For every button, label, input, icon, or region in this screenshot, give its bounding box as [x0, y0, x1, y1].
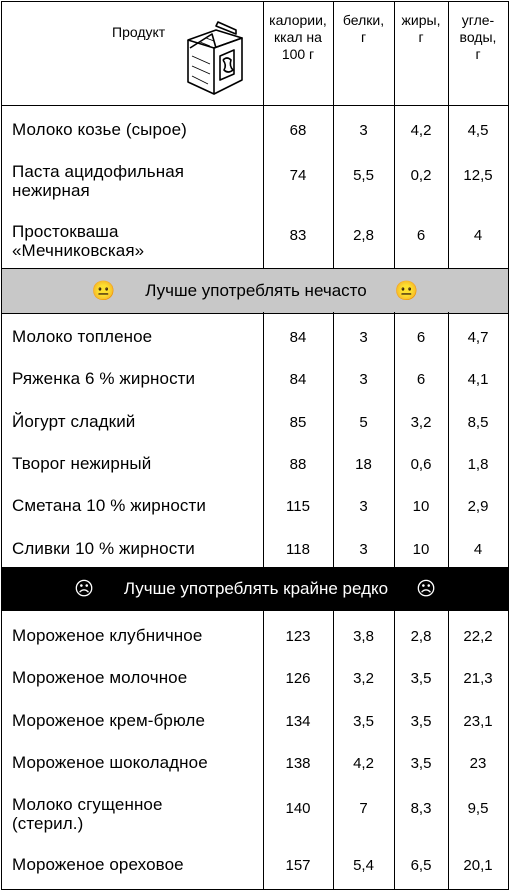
- fat-value: 6: [416, 329, 426, 346]
- header-product-label: Продукт: [112, 24, 166, 40]
- product-name-line: Молоко сгущенное: [12, 795, 163, 814]
- protein-value: 3: [359, 541, 368, 558]
- column-divider: [448, 2, 449, 268]
- carbs-value: 4,5: [467, 122, 489, 139]
- column-divider: [394, 611, 395, 889]
- column-divider: [333, 611, 334, 889]
- kcal-value: 138: [285, 755, 311, 772]
- fat-value: 10: [412, 498, 430, 515]
- kcal-value: 68: [289, 122, 307, 139]
- header-protein-line1: белки,: [342, 12, 385, 28]
- fat-value: 3,5: [410, 670, 432, 687]
- product-name-line: Сметана 10 % жирности: [12, 496, 206, 515]
- header-protein-line2: г: [360, 29, 367, 45]
- fat-value: 4,2: [410, 122, 432, 139]
- kcal-value: 118: [286, 541, 310, 558]
- column-divider: [333, 2, 334, 268]
- fat-value: 3,5: [410, 755, 432, 772]
- carbs-value: 12,5: [463, 167, 493, 184]
- carbs-value: 23: [469, 755, 487, 772]
- product-name-line: Паста ацидофильная: [12, 162, 185, 181]
- header-carbs: [448, 12, 508, 63]
- carbs-value: 2,9: [467, 498, 489, 515]
- header-calories-line2: ккал на: [274, 29, 322, 45]
- header-carbs-line3: г: [475, 46, 481, 62]
- product-name: [12, 327, 257, 346]
- kcal-value: 88: [289, 456, 307, 473]
- column-divider: [263, 2, 264, 268]
- protein-value: 4,2: [353, 755, 374, 772]
- protein-value: 5: [359, 414, 368, 431]
- header-fat-line1: жиры,: [401, 12, 441, 28]
- protein-value: 3: [359, 371, 368, 388]
- kcal-value: 123: [285, 628, 311, 645]
- carbs-value: 4,1: [467, 371, 489, 388]
- header-protein: [333, 12, 394, 46]
- product-name: [12, 120, 257, 139]
- product-name: [12, 795, 257, 833]
- kcal-value: 115: [286, 498, 310, 515]
- product-name-line: Йогурт сладкий: [12, 412, 136, 431]
- sad-face-icon: ☹: [416, 578, 436, 600]
- carbs-value: 22,2: [463, 628, 493, 645]
- carbs-value: 4: [473, 541, 483, 558]
- carbs-value: 1,8: [467, 456, 489, 473]
- product-name-line: (стерил.): [12, 814, 84, 833]
- carbs-value: 8,5: [467, 414, 489, 431]
- fat-value: 3,5: [410, 713, 432, 730]
- protein-value: 7: [359, 800, 368, 817]
- product-name-line: Простокваша: [12, 222, 119, 241]
- sad-face-icon: ☹: [74, 578, 94, 600]
- product-name: [12, 369, 257, 388]
- column-divider: [394, 312, 395, 567]
- column-divider: [333, 312, 334, 567]
- carbs-value: 9,5: [467, 800, 489, 817]
- header-fat: [394, 12, 448, 46]
- product-name-line: Мороженое шоколадное: [12, 753, 208, 772]
- carbs-value: 4,7: [467, 329, 489, 346]
- kcal-value: 74: [289, 167, 307, 184]
- column-divider: [263, 611, 264, 889]
- header-calories-line1: калории,: [269, 12, 327, 28]
- product-name: [12, 711, 257, 730]
- kcal-value: 140: [285, 800, 311, 817]
- kcal-value: 84: [289, 329, 307, 346]
- band-not-often: [2, 268, 508, 314]
- product-name-line: «Мечниковская»: [12, 241, 145, 260]
- header-divider: [2, 105, 508, 106]
- product-name-line: Мороженое молочное: [12, 668, 188, 687]
- product-name: [12, 753, 257, 772]
- product-name: [12, 496, 257, 515]
- band-very-rarely: [2, 567, 508, 611]
- product-name-line: нежирная: [12, 181, 90, 200]
- column-divider: [263, 312, 264, 567]
- header-calories-line3: 100 г: [281, 46, 315, 62]
- product-name-line: Сливки 10 % жирности: [12, 539, 195, 558]
- kcal-value: 85: [289, 414, 307, 431]
- fat-value: 6,5: [410, 857, 432, 874]
- kcal-value: 84: [289, 371, 307, 388]
- kcal-value: 126: [285, 670, 311, 687]
- product-name: [12, 162, 257, 200]
- protein-value: 3: [359, 122, 368, 139]
- neutral-face-icon: 😐: [91, 281, 116, 302]
- product-name-line: Мороженое ореховое: [12, 855, 184, 874]
- protein-value: 3,5: [353, 713, 374, 730]
- product-name-line: Мороженое крем-брюле: [12, 711, 206, 730]
- fat-value: 3,2: [410, 414, 432, 431]
- protein-value: 18: [355, 456, 372, 473]
- product-name-line: Мороженое клубничное: [12, 626, 203, 645]
- protein-value: 5,4: [353, 857, 374, 874]
- column-divider: [448, 312, 449, 567]
- product-name: [12, 412, 257, 431]
- carbs-value: 4: [473, 227, 483, 244]
- header-carbs-line2: воды,: [459, 29, 497, 45]
- fat-value: 6: [416, 227, 426, 244]
- product-name-line: Молоко козье (сырое): [12, 120, 187, 139]
- protein-value: 2,8: [353, 227, 374, 244]
- kcal-value: 83: [289, 227, 307, 244]
- product-name: [12, 539, 257, 558]
- product-name: [12, 855, 257, 874]
- product-name-line: Ряженка 6 % жирности: [12, 369, 196, 388]
- fat-value: 8,3: [410, 800, 432, 817]
- fat-value: 0,2: [410, 167, 432, 184]
- protein-value: 3: [359, 498, 368, 515]
- band-not-often-label: Лучше употреблять нечасто: [145, 281, 367, 300]
- fat-value: 6: [416, 371, 426, 388]
- nutrition-table: [1, 1, 509, 890]
- product-name: [12, 626, 257, 645]
- product-name: [12, 454, 257, 473]
- column-divider: [394, 2, 395, 268]
- fat-value: 0,6: [410, 456, 432, 473]
- header-calories: [263, 12, 333, 63]
- header-fat-line2: г: [418, 29, 424, 45]
- kcal-value: 134: [285, 713, 311, 730]
- carbs-value: 20,1: [463, 857, 493, 874]
- protein-value: 3,2: [353, 670, 374, 687]
- product-name: [12, 222, 257, 260]
- carbs-value: 21,3: [463, 670, 493, 687]
- protein-value: 5,5: [353, 167, 374, 184]
- kcal-value: 157: [285, 857, 311, 874]
- protein-value: 3: [359, 329, 368, 346]
- header-carbs-line1: угле-: [461, 12, 495, 28]
- neutral-face-icon: 😐: [394, 281, 419, 302]
- fat-value: 10: [412, 541, 430, 558]
- milk-carton-icon: [176, 16, 256, 96]
- carbs-value: 23,1: [463, 713, 493, 730]
- product-name: [12, 668, 257, 687]
- product-name-line: Молоко топленое: [12, 327, 153, 346]
- protein-value: 3,8: [353, 628, 374, 645]
- band-very-rarely-label: Лучше употреблять крайне редко: [123, 579, 389, 598]
- column-divider: [448, 611, 449, 889]
- product-name-line: Творог нежирный: [12, 454, 152, 473]
- fat-value: 2,8: [410, 628, 432, 645]
